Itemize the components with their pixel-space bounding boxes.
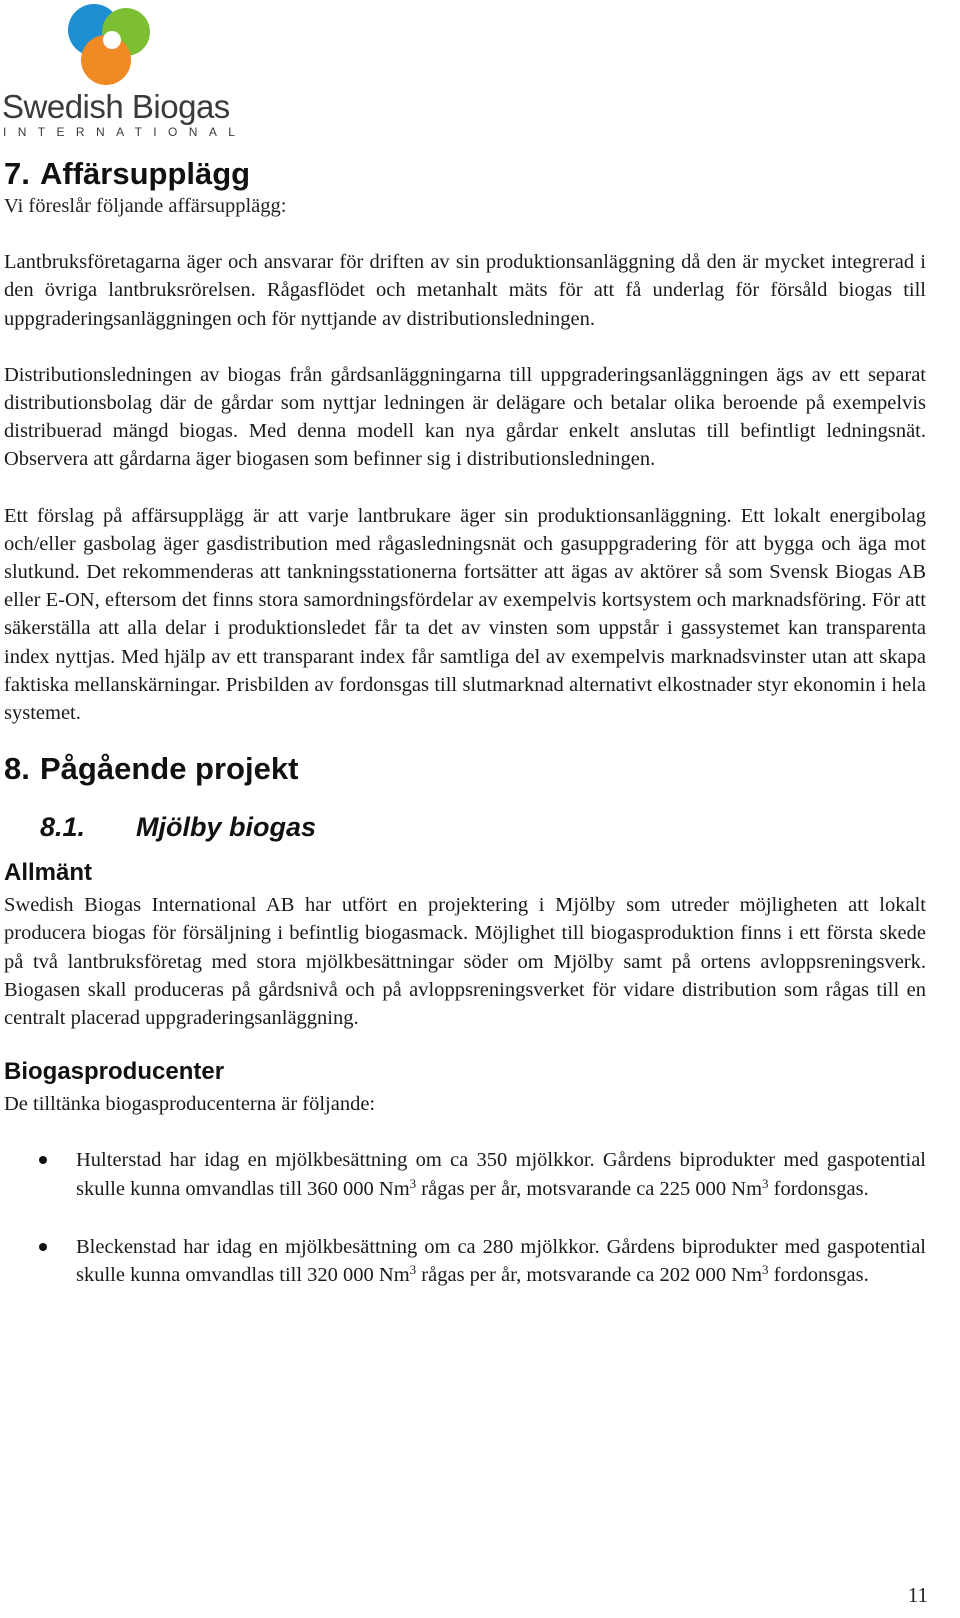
page-number: 11 xyxy=(907,1583,928,1607)
section-7-intro: Vi föreslår följande affärsupplägg: xyxy=(4,195,287,217)
section-7-paragraph-1: Lantbruksföretagarna äger och ansvarar för driften av sin produktionsanläggning då den är mycket integrerad i den övriga lantbruksrörelsen. Rågasflödet och metanhalt mäts för att få underlag för försåld biogas till uppgraderingsanläggningen och för nyttjande av distributionsledningen. xyxy=(4,251,926,330)
main-content xyxy=(4,152,926,1289)
list-item: Hulterstad har idag en mjölkbesättning om ca 350 mjölkkor. Gårdens biprodukter med gaspotential skulle kunna omvandlas till 360 000 Nm$^3$ rågas per år, motsvarande ca 225 000 Nm$^3$ fordonsgas. xyxy=(4,1146,926,1202)
section-8-number: 8. xyxy=(4,751,30,787)
company-logo xyxy=(0,0,247,145)
section-8-1-heading xyxy=(4,807,926,847)
bullet-icon xyxy=(39,1156,47,1164)
section-7-heading xyxy=(4,152,926,196)
biogasproducenter-heading: Biogasproducenter xyxy=(4,1058,225,1086)
allmant-heading: Allmänt xyxy=(4,859,93,887)
bullet-icon xyxy=(39,1243,47,1251)
section-7-paragraph-2: Distributionsledningen av biogas från gårdsanläggningarna till uppgraderingsanläggningen ägs av ett separat distributionsbolag där de gårdar som nyttjar ledningen är delägare och betalar olika beroende på exempelvis distribuerad mängd biogas. Med denna modell kan nya gårdar enkelt anslutas till befintligt ledningsnät. Observera att gårdarna äger biogasen som befinner sig i distributionsledningen. xyxy=(4,363,926,471)
section-8-title: Pågående projekt xyxy=(40,751,299,787)
allmant-paragraph: Swedish Biogas International AB har utfört en projektering i Mjölby som utreder möjligheten att lokalt producera biogas för försäljning i befintlig biogasmack. Möjlighet till biogasproduktion finns i ett första skede på två lantbruksföretag med stora mjölkbesättningar söder om Mjölby samt på ortens avloppsreningsverk. Biogasen skall produceras på gårdsnivå och på avloppsreningsverket för vidare distribution som rågas till en centralt placerad uppgraderingsanläggning. xyxy=(4,894,926,1030)
producers-intro: De tilltänka biogasproducenterna är följande: xyxy=(4,1093,376,1116)
producers-list xyxy=(4,1146,926,1289)
logo-subtitle: INTERNATIONAL xyxy=(3,125,247,139)
section-7-title: Affärsupplägg xyxy=(40,156,251,191)
section-8-heading xyxy=(4,747,926,791)
section-7-paragraph-3: Ett förslag på affärsupplägg är att varje lantbrukare äger sin produktionsanläggning. Ett lokalt energibolag och/eller gasbolag äger gasdistribution med rågasledningsnät och gasuppgradering för att bygga och äga mot slutkund. Det rekommenderas att tankningsstationerna fortsätter att ägas av aktörer så som Svensk Biogas AB eller E-ON, eftersom det finns stora samordningsfördelar av exempelvis kortsystem och marknadsföring. För att säkerställa att alla delar i produktionsledet får ta det av vinsten som uppstår i gassystemet kan transparenta index nyttjas. Med hjälp av ett transparant index får samtliga del av exempelvis marknadsvinster utan att skapa faktiska mellanskärningar. Prisbilden av fordonsgas till slutmarknad alternativt elkostnader styr ekonomin i hela systemet. xyxy=(4,504,926,725)
logo-name: Swedish Biogas xyxy=(2,88,230,125)
section-8-1-number: 8.1. xyxy=(40,812,86,843)
logo-mark-icon xyxy=(60,0,160,90)
list-item: Bleckenstad har idag en mjölkbesättning om ca 280 mjölkkor. Gårdens biprodukter med gaspotential skulle kunna omvandlas till 320 000 Nm$^3$ rågas per år, motsvarande ca 202 000 Nm$^3$ fordonsgas. xyxy=(4,1233,926,1289)
section-8-1-title: Mjölby biogas xyxy=(136,812,317,843)
section-7-number: 7. xyxy=(4,156,30,191)
